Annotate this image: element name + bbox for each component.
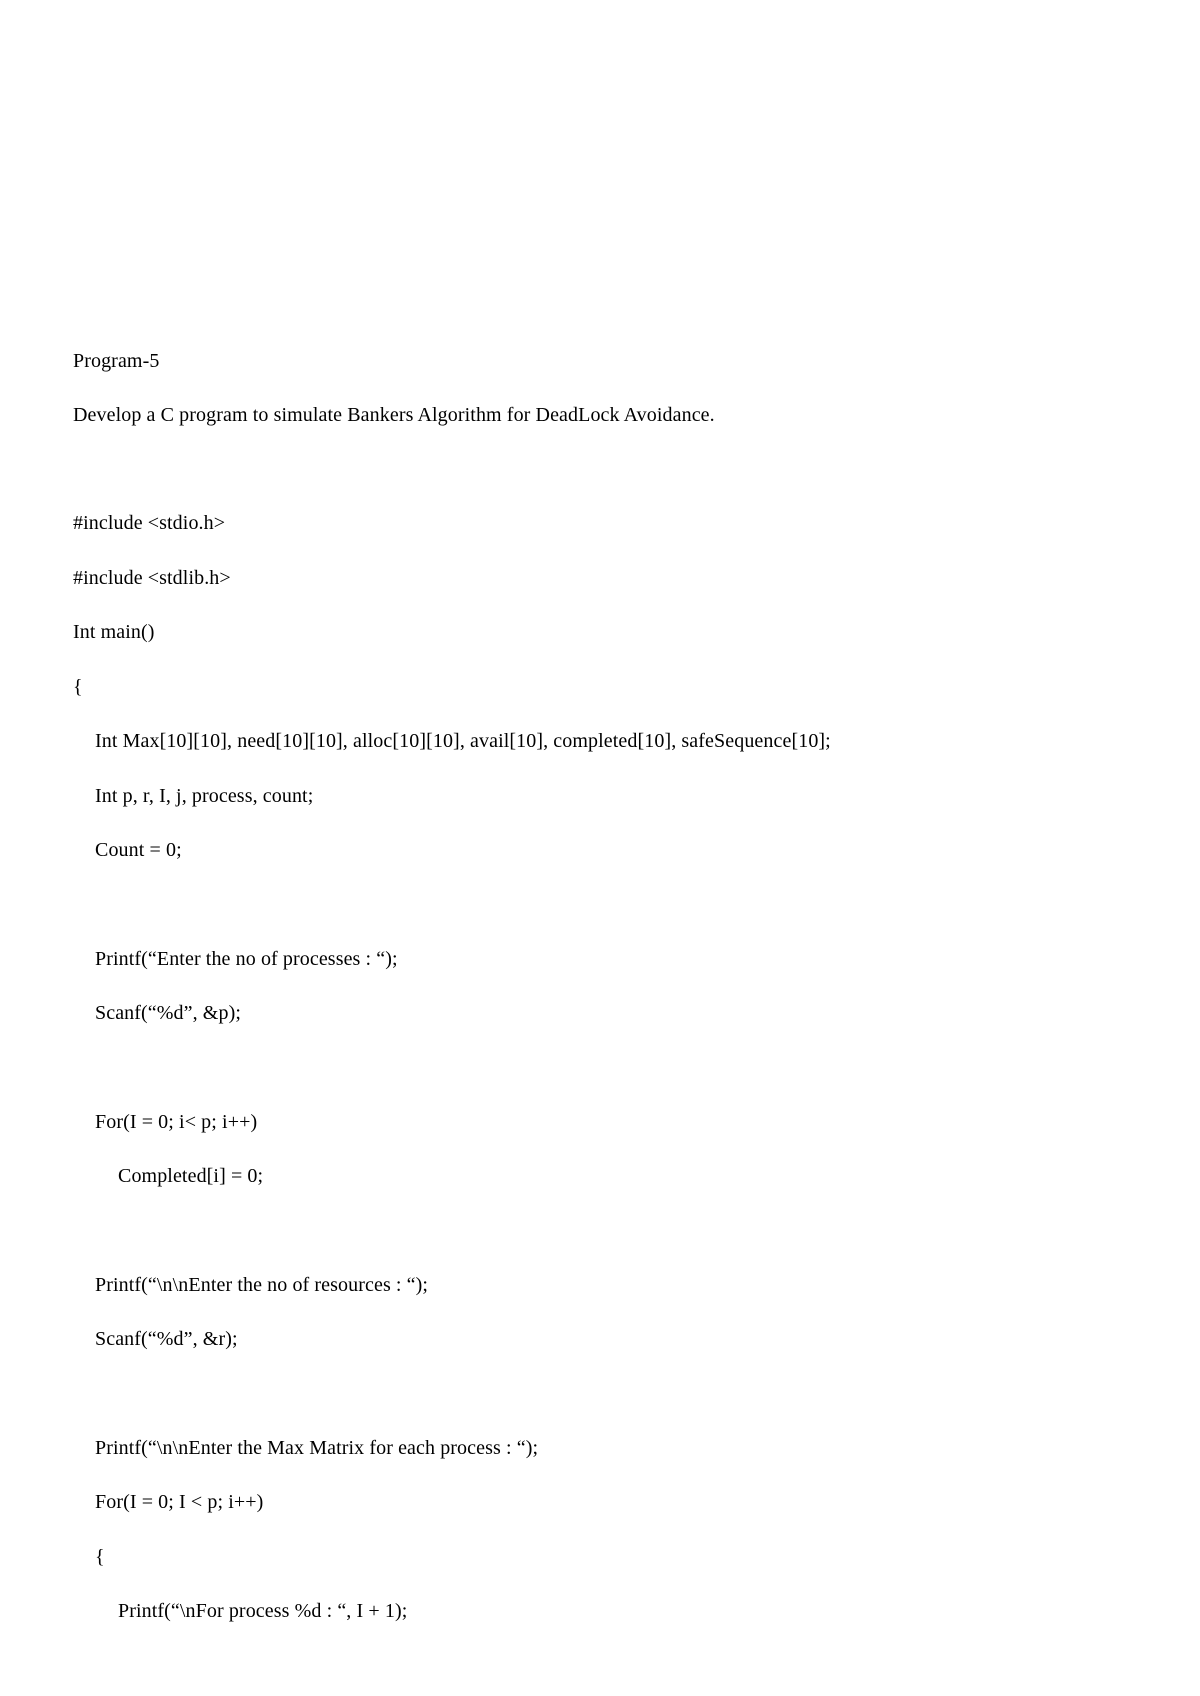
code-line: #include <stdlib.h> [73, 567, 231, 589]
code-line: Int Max[10][10], need[10][10], alloc[10][10], avail[10], completed[10], safeSequence[10]; [95, 730, 831, 752]
code-line: Completed[i] = 0; [118, 1165, 264, 1187]
code-line: Int main() [73, 621, 155, 643]
code-line: Printf(“Enter the no of processes : “); [95, 948, 398, 970]
code-line: Printf(“\n\nEnter the no of resources : “); [95, 1274, 429, 1296]
code-line: Int p, r, I, j, process, count; [95, 785, 314, 807]
code-line: #include <stdio.h> [73, 512, 226, 534]
program-title: Program-5 [73, 350, 160, 372]
code-line: Scanf(“%d”, &p); [95, 1002, 241, 1024]
code-line: For(I = 0; i< p; i++) [95, 1111, 258, 1133]
code-line: Printf(“\n\nEnter the Max Matrix for each process : “); [95, 1437, 539, 1459]
program-description: Develop a C program to simulate Bankers Algorithm for DeadLock Avoidance. [73, 404, 715, 426]
code-line: { [73, 676, 83, 698]
code-line: { [95, 1546, 105, 1568]
code-line: Count = 0; [95, 839, 182, 861]
code-line: Printf(“\nFor process %d : “, I + 1); [118, 1600, 408, 1622]
code-line: Scanf(“%d”, &r); [95, 1328, 238, 1350]
code-line: For(I = 0; I < p; i++) [95, 1491, 264, 1513]
